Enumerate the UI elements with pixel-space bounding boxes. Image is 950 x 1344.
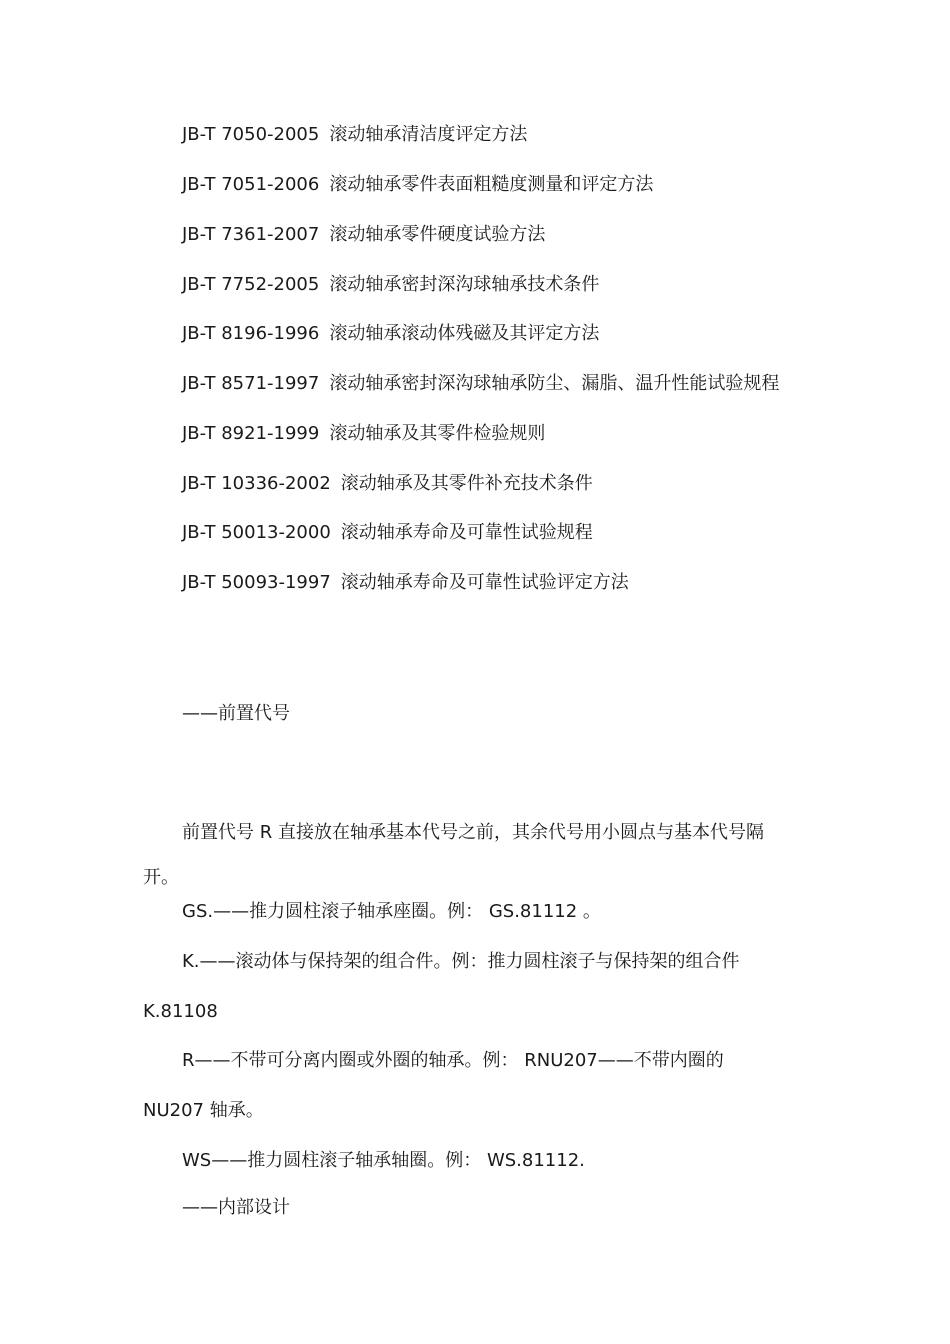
standard-code: JB-T 8571-1997 <box>182 373 320 394</box>
standard-item <box>182 372 779 396</box>
section-heading-internal-design: ——内部设计 <box>182 1197 290 1218</box>
standard-item <box>182 521 593 545</box>
standard-item <box>182 322 599 346</box>
standard-item <box>182 422 545 446</box>
intro-paragraph-line1: 前置代号 R 直接放在轴承基本代号之前，其余代号用小圆点与基本代号隔 <box>182 822 764 843</box>
r-definition-line1: R——不带可分离内圈或外圈的轴承。例： RNU207——不带内圈的 <box>182 1050 724 1071</box>
standard-item <box>182 273 599 297</box>
intro-paragraph-line2: 开。 <box>143 867 179 888</box>
standard-code: JB-T 7752-2005 <box>182 274 320 295</box>
r-definition-line2: NU207 轴承。 <box>143 1100 264 1121</box>
standard-code: JB-T 8196-1996 <box>182 323 320 344</box>
standard-code: JB-T 7050-2005 <box>182 124 320 145</box>
section-heading-prefix-code: ——前置代号 <box>182 703 290 724</box>
standard-code: JB-T 50013-2000 <box>182 522 331 543</box>
ws-definition: WS——推力圆柱滚子轴承轴圈。例： WS.81112. <box>182 1150 585 1171</box>
standard-code: JB-T 7361-2007 <box>182 224 320 245</box>
standard-item <box>182 571 629 595</box>
standard-title: 滚动轴承寿命及可靠性试验规程 <box>340 522 593 543</box>
standard-title: 滚动轴承密封深沟球轴承技术条件 <box>329 274 600 295</box>
k-definition-line1: K.——滚动体与保持架的组合件。例：推力圆柱滚子与保持架的组合件 <box>182 951 740 972</box>
standard-title: 滚动轴承滚动体残磁及其评定方法 <box>329 323 600 344</box>
standard-title: 滚动轴承密封深沟球轴承防尘、漏脂、温升性能试验规程 <box>329 373 780 394</box>
k-definition-line2: K.81108 <box>143 1001 218 1022</box>
standard-title: 滚动轴承零件表面粗糙度测量和评定方法 <box>329 174 654 195</box>
standard-code: JB-T 7051-2006 <box>182 174 320 195</box>
standard-code: JB-T 10336-2002 <box>182 473 331 494</box>
standard-title: 滚动轴承寿命及可靠性试验评定方法 <box>340 572 629 593</box>
standard-title: 滚动轴承清洁度评定方法 <box>329 124 528 145</box>
standard-item <box>182 472 593 496</box>
standard-item <box>182 123 527 147</box>
gs-definition: GS.——推力圆柱滚子轴承座圈。例： GS.81112 。 <box>182 901 601 922</box>
standard-title: 滚动轴承及其零件补充技术条件 <box>340 473 593 494</box>
standard-item <box>182 223 545 247</box>
standard-title: 滚动轴承及其零件检验规则 <box>329 423 546 444</box>
standard-code: JB-T 8921-1999 <box>182 423 320 444</box>
standard-item <box>182 173 653 197</box>
standard-title: 滚动轴承零件硬度试验方法 <box>329 224 546 245</box>
standard-code: JB-T 50093-1997 <box>182 572 331 593</box>
